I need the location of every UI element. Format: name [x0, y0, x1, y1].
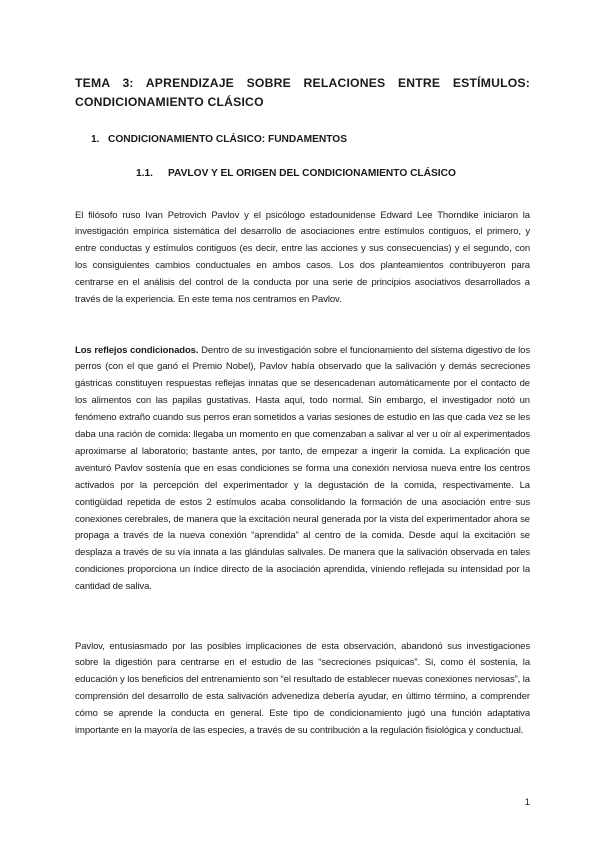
- paragraph-reflexes-lead: Los reflejos condicionados.: [75, 344, 199, 356]
- paragraph-reflexes: [75, 343, 530, 597]
- section-number: 1.: [91, 134, 100, 145]
- subsection-title: PAVLOV Y EL ORIGEN DEL CONDICIONAMIENTO CLÁSICO: [168, 168, 456, 179]
- paragraph-reflexes-text: Dentro de su investigación sobre el funcionamiento del sistema digestivo de los perros (con el que ganó el Premio Nobel), Pavlov había observado que la salivación y demás secreciones gástricas constituyen respuestas reflejas innatas que se desencadenan automáticamente por el contacto de los alimentos con las papilas gustativas. Hasta aquí, todo normal. Sin embargo, el investigador notó un fenómeno extraño cuando sus perros eran sometidos a varias sesiones de estudio en las que cada vez se les daba una ración de comida: llegaba un momento en que comenzaban a salivar al ver u oír al experimentados aproximarse al laboratorio; bastante antes, por tanto, de empezar a ingerir la comida. La explicación que aventuró Pavlov sostenía que en esas condiciones se forma una conexión nerviosa nueva entre los centros activados por la percepción del experimentador y la degustación de la comida, respectivamente. La contigüidad repetida de estos 2 estímulos acaba consolidando la formación de una asociación entre sus conexiones cerebrales, de manera que la excitación neural generada por la vista del experimentador ahora se propaga a través de la nueva conexión “aprendida” al centro de la comida. Desde aquí la excitación se desplaza a través de su vía innata a las glándulas salivales. De manera que la salivación observada en tales condiciones proporciona un índice directo de la asociación aprendida, viniendo reflejada su intensidad por la cantidad de saliva.: [75, 344, 530, 593]
- subsection-number: 1.1.: [136, 168, 153, 179]
- paragraph-pavlov-conclusion-text: Pavlov, entusiasmado por las posibles implicaciones de esta observación, abandonó sus investigaciones sobre la digestión para centrarse en el estudio de las “secreciones psiquicas”. Si, como él sostenía, la educación y los beneficios del entrenamiento son “el resultado de establecer nuevas conexiones nerviosas”, la comprensión del desarrollo de esta salivación advenediza debería ayudar, en último término, a comprender cómo se aprende la conducta en general. Este tipo de condicionamiento jugó una función adaptativa importante en la mayoría de las especies, a través de su contribución a la regulación fisiológica y conductual.: [75, 640, 530, 737]
- paragraph-intro-text: El filósofo ruso Ivan Petrovich Pavlov y el psicólogo estadounidense Edward Lee Thorndike iniciaron la investigación empírica sistemática del desarrollo de asociaciones entre estímulos contiguos, el primero, y entre conductas y estímulos contiguos (es decir, entre las acciones y sus consecuencias) y el segundo, con los consiguientes cambios conductuales en ambos casos. Los dos planteamientos contribuyeron para centrarse en el análisis del control de la conducta por una serie de principios asociativos desarrollados a través de la experiencia. En este tema nos centramos en Pavlov.: [75, 209, 530, 306]
- paragraph-pavlov-conclusion: [75, 639, 530, 740]
- page-number: 1: [524, 797, 530, 808]
- paragraph-intro: [75, 208, 530, 309]
- section-title: CONDICIONAMIENTO CLÁSICO: FUNDAMENTOS: [108, 134, 348, 145]
- page-title: TEMA 3: APRENDIZAJE SOBRE RELACIONES ENTRE ESTÍMULOS: CONDICIONAMIENTO CLÁSICO: [75, 76, 530, 109]
